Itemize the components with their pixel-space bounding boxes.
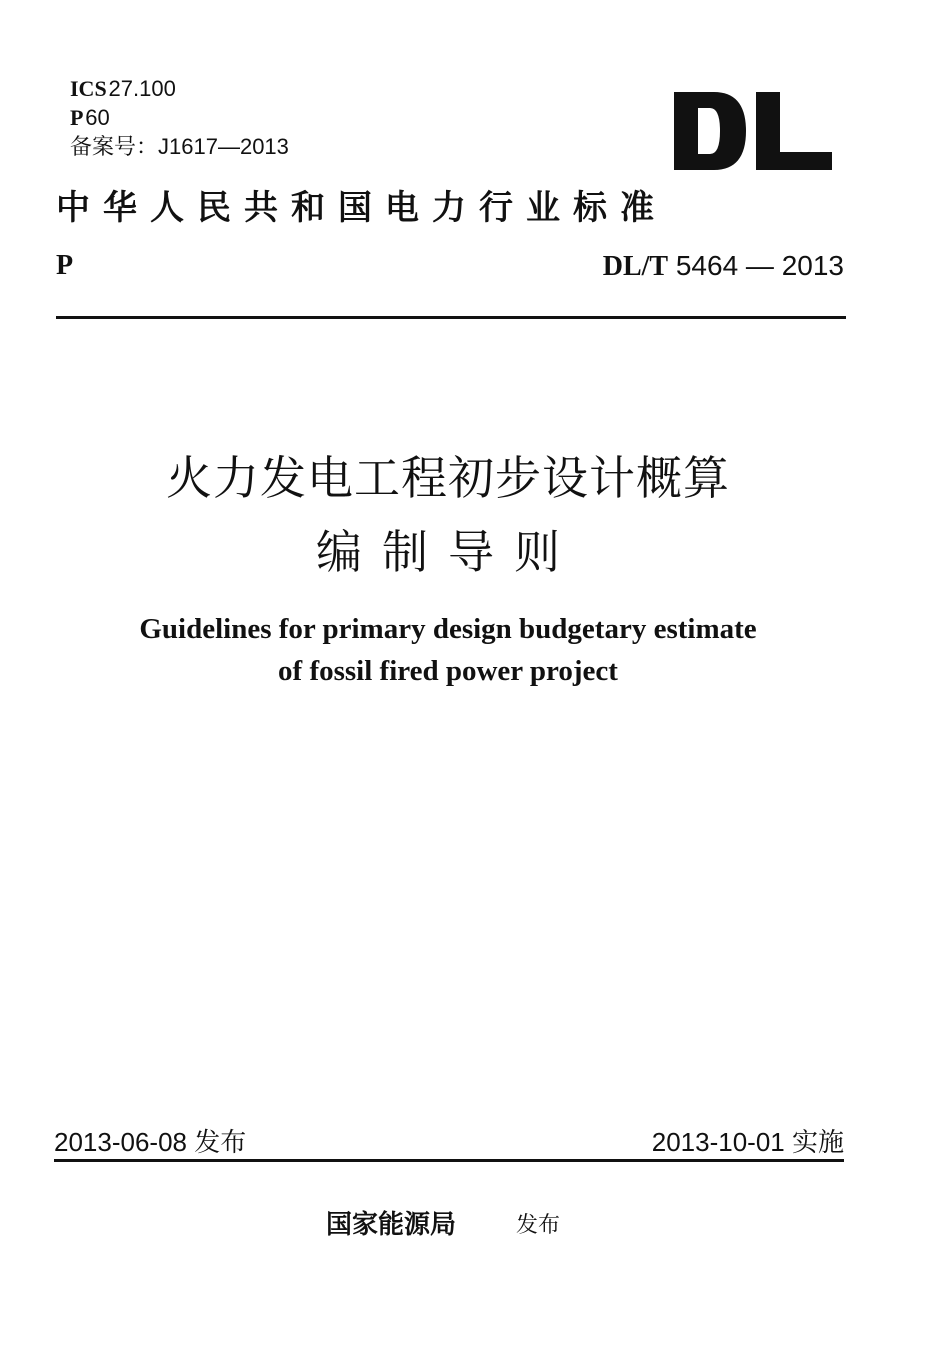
record-number: J1617—2013 bbox=[158, 134, 289, 159]
chinese-title-line1: 火力发电工程初步设计概算 bbox=[166, 451, 730, 505]
standard-title: 中华人民共和国电力行业标准 bbox=[56, 188, 667, 228]
bottom-divider bbox=[54, 1159, 844, 1162]
record-line bbox=[70, 132, 289, 161]
category-line bbox=[70, 103, 289, 132]
top-divider bbox=[56, 316, 846, 319]
standard-number-prefix: DL/T bbox=[602, 251, 669, 282]
record-label: 备案号： bbox=[70, 134, 159, 159]
dl-logo bbox=[674, 92, 834, 170]
ics-line bbox=[70, 74, 289, 103]
ics-block bbox=[70, 74, 289, 161]
english-title-line2: of fossil fired power project bbox=[278, 655, 618, 687]
category-code: 60 bbox=[85, 105, 110, 130]
dl-logo-letter-d bbox=[674, 92, 746, 170]
chinese-title-line2: 编制导则 bbox=[316, 525, 580, 579]
english-title bbox=[0, 608, 896, 692]
ics-code: 27.100 bbox=[108, 76, 176, 101]
issuer-name: 国家能源局 bbox=[326, 1210, 457, 1240]
ics-prefix: ICS bbox=[70, 76, 107, 101]
issuer-verb: 发布 bbox=[516, 1213, 561, 1238]
publish-date: 2013-06-08 发布 bbox=[54, 1127, 247, 1157]
dl-logo-letter-l bbox=[756, 92, 832, 170]
standard-number bbox=[603, 250, 844, 283]
category-prefix: P bbox=[70, 105, 84, 130]
standard-number-value: 5464 — 2013 bbox=[675, 250, 844, 281]
standard-category: P bbox=[56, 250, 74, 281]
effective-date: 2013-10-01 实施 bbox=[651, 1127, 844, 1157]
english-title-line1: Guidelines for primary design budgetary estimate bbox=[139, 613, 757, 645]
